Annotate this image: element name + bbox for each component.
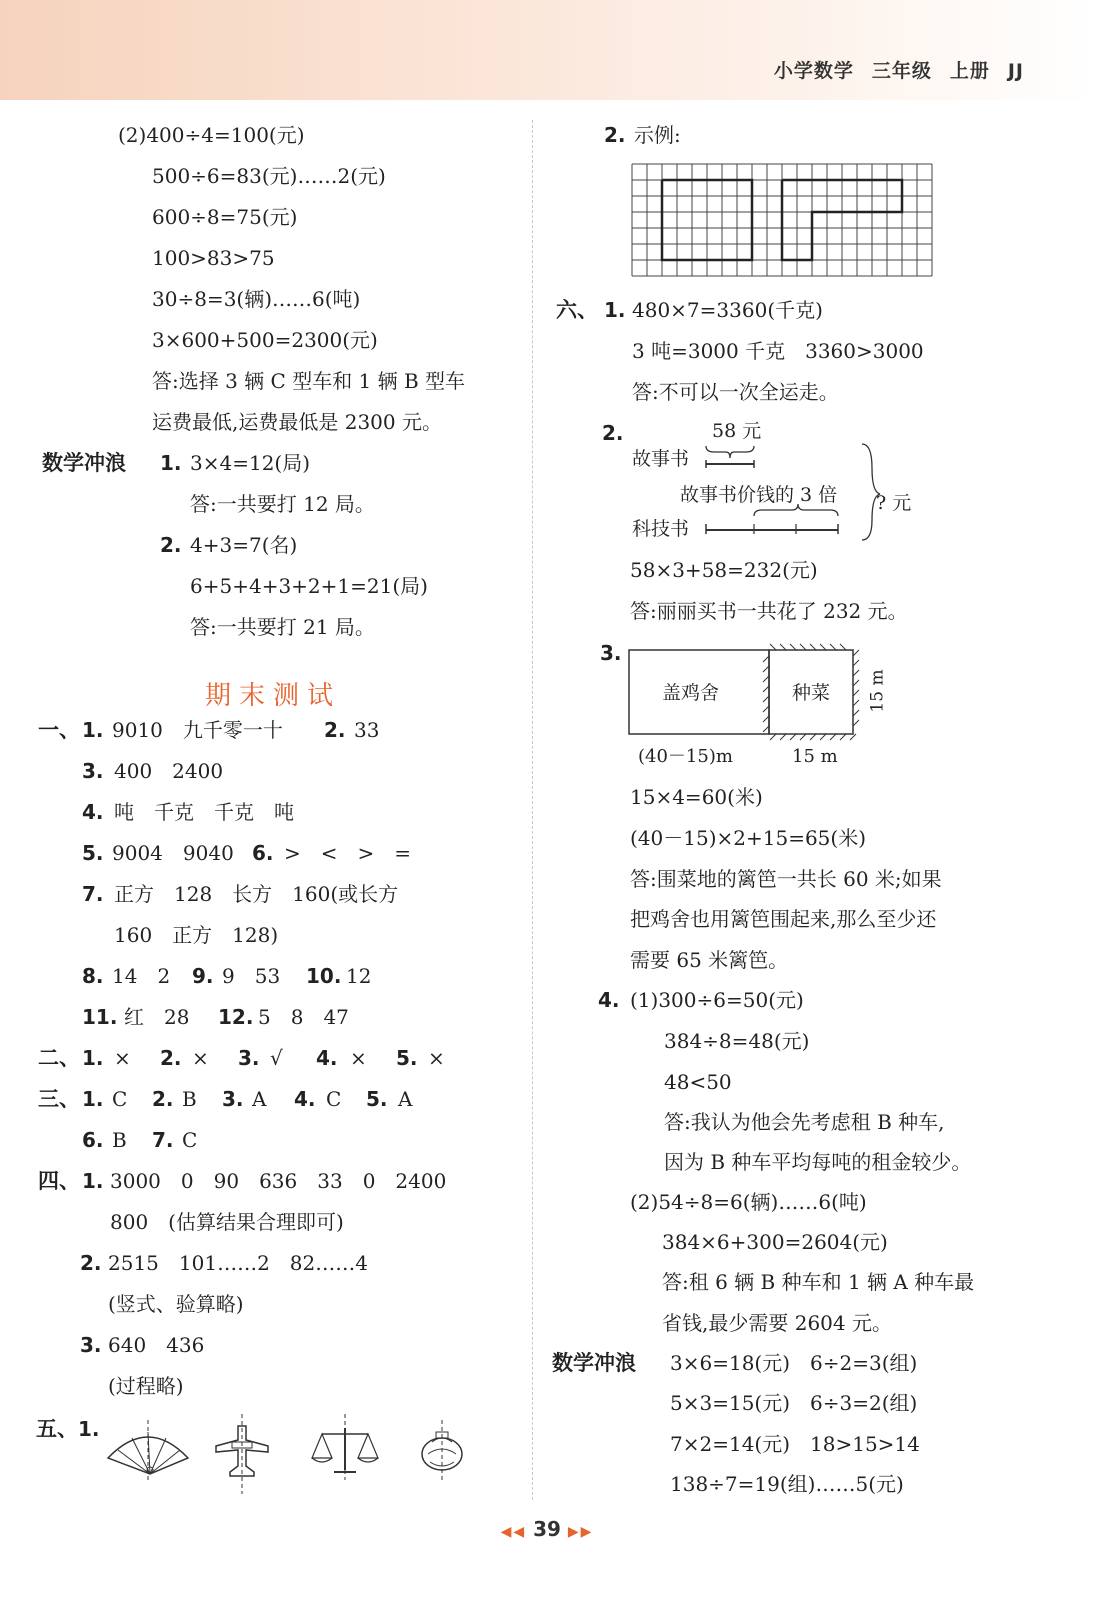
prev-arrows-icon: ◀◀ [500,1524,527,1540]
answer-mark: × [192,1046,209,1070]
header-edition: JJ [1007,60,1024,82]
answer-mark: A [252,1087,267,1111]
header-subject: 小学数学 [773,60,854,82]
answer-line: (1)300÷6=50(元) [630,988,804,1012]
answer-line: 正方 128 长方 160(或长方 [114,882,399,906]
item-number: 1. [78,1417,100,1441]
answer-line: 600÷8=75(元) [152,205,298,229]
answer-line: 800 (估算结果合理即可) [110,1210,344,1234]
item-number: 4. [598,988,620,1012]
diagram-story-label: 故事书 [632,448,690,470]
answer-line: 12 [346,964,372,988]
answer-line: 省钱,最少需要 2604 元。 [662,1311,892,1335]
answer-line: 48<50 [664,1070,732,1094]
line-segment-diagram [700,440,880,544]
side-length-label: 15 m [867,669,888,713]
answer-line: (40－15)×2+15=65(米) [630,826,867,850]
item-number: 1. [82,1046,104,1070]
answer-line: 答:围菜地的篱笆一共长 60 米;如果 [630,867,942,891]
item-number: 11. [82,1005,118,1029]
item-number: 1. [82,1087,104,1111]
section-label: 六、 [556,298,598,322]
answer-mark: × [428,1046,445,1070]
answer-line: 把鸡舍也用篱笆围起来,那么至少还 [630,907,937,931]
answer-mark: C [326,1087,342,1111]
item-number: 2. [160,533,182,557]
answer-line: 640 436 [108,1333,205,1357]
page-header-band [0,0,1094,100]
item-number: 2. [152,1087,174,1111]
answer-line: 500÷6=83(元)……2(元) [152,164,386,188]
answer-line: 3 吨=3000 千克 3360>3000 [632,339,924,363]
header-title [756,56,1024,83]
answer-line: (2)400÷4=100(元) [118,123,305,147]
answer-line: 58×3+58=232(元) [630,558,818,582]
answer-line: 需要 65 米篱笆。 [630,948,789,972]
item-number: 2. [602,421,624,445]
answer-line: 5 8 47 [258,1005,349,1029]
answer-line: 400 2400 [114,759,224,783]
item-number: 6. [252,841,274,865]
answer-line: 3×4=12(局) [190,451,311,475]
answer-line: (竖式、验算略) [108,1292,244,1316]
answer-line: 9004 9040 [112,841,234,865]
answer-line: > < > = [284,841,412,865]
answer-line: 480×7=3360(千克) [632,298,823,322]
answer-line: 答:丽丽买书一共花了 232 元。 [630,599,908,623]
chonglang-label: 数学冲浪 [42,451,126,475]
answer-line: 答:一共要打 21 局。 [190,615,375,639]
answer-line: 30÷8=3(辆)……6(吨) [152,287,361,311]
answer-line: 因为 B 种车平均每吨的租金较少。 [664,1150,972,1174]
diagram-price-label: 58 元 [712,420,762,442]
diagram-question-label: ? 元 [876,492,912,514]
diagram-times-label: 故事书价钱的 3 倍 [680,484,838,506]
page-number: 39 [533,1517,561,1541]
vegetable-label: 种菜 [792,682,831,704]
section-label: 四、 [38,1169,80,1193]
answer-line: 3000 0 90 636 33 0 2400 [110,1169,447,1193]
answer-line: 15×4=60(米) [630,785,763,809]
answer-line: 答:一共要打 12 局。 [190,492,375,516]
answer-line: 14 2 [112,964,171,988]
column-divider [532,120,533,1500]
item-number: 5. [82,841,104,865]
answer-line: 运费最低,运费最低是 2300 元。 [152,410,442,434]
balance-scale-figure [310,1414,380,1480]
answer-mark: × [350,1046,367,1070]
item-number: 7. [82,882,104,906]
item-number: 4. [316,1046,338,1070]
answer-line: 4+3=7(名) [190,533,298,557]
page-footer [0,1517,1094,1541]
grid-pattern-figure [632,164,932,280]
answer-mark: √ [270,1046,283,1070]
item-number: 12. [218,1005,254,1029]
answer-line: 160 正方 128) [114,923,279,947]
item-number: 2. [160,1046,182,1070]
section-title: 期末测试 [205,681,342,711]
answer-mark: × [114,1046,131,1070]
header-grade: 三年级 [871,60,932,82]
answer-mark: A [398,1087,413,1111]
item-number: 1. [160,451,182,475]
item-number: 9. [192,964,214,988]
section-label: 二、 [38,1046,80,1070]
airplane-figure [212,1414,272,1494]
item-number: 3. [238,1046,260,1070]
item-number: 3. [82,759,104,783]
bottom-length-label: 15 m [792,746,838,767]
answer-line: 示例: [634,123,681,147]
answer-line: 7×2=14(元) 18>15>14 [670,1432,920,1456]
answer-line: 33 [354,718,380,742]
item-number: 6. [82,1128,104,1152]
answer-line: 9 53 [222,964,281,988]
item-number: 5. [366,1087,388,1111]
answer-line: 138÷7=19(组)……5(元) [670,1472,904,1496]
answer-line: 3×600+500=2300(元) [152,328,378,352]
answer-line: 384÷8=48(元) [664,1029,810,1053]
item-number: 4. [82,800,104,824]
answer-mark: C [182,1128,198,1152]
answer-line: (2)54÷8=6(辆)……6(吨) [630,1190,867,1214]
answer-line: 3×6=18(元) 6÷2=3(组) [670,1351,918,1375]
answer-line: 2515 101……2 82……4 [108,1251,368,1275]
item-number: 3. [222,1087,244,1111]
item-number: 1. [82,1169,104,1193]
bottom-length-label: (40－15)m [638,746,733,767]
item-number: 7. [152,1128,174,1152]
answer-mark: C [112,1087,128,1111]
chonglang-label: 数学冲浪 [552,1351,636,1375]
answer-line: 吨 千克 千克 吨 [114,800,294,824]
item-number: 5. [396,1046,418,1070]
answer-mark: B [112,1128,127,1152]
item-number: 4. [294,1087,316,1111]
answer-line: 5×3=15(元) 6÷3=2(组) [670,1391,918,1415]
answer-mark: B [182,1087,197,1111]
item-number: 2. [604,123,626,147]
answer-line: 答:选择 3 辆 C 型车和 1 辆 B 型车 [152,369,466,393]
item-number: 2. [324,718,346,742]
answer-line: 答:不可以一次全运走。 [632,380,839,404]
item-number: 10. [306,964,342,988]
section-label: 三、 [38,1087,80,1111]
answer-line: 100>83>75 [152,246,275,270]
answer-line: 6+5+4+3+2+1=21(局) [190,574,428,598]
section-label: 五、 [36,1417,78,1441]
header-volume: 上册 [949,60,990,82]
answer-line: 红 28 [124,1005,190,1029]
answer-line: 384×6+300=2604(元) [662,1230,888,1254]
fan-figure [104,1418,192,1482]
answer-line: (过程略) [108,1374,184,1398]
lantern-figure [418,1420,468,1480]
answer-line: 答:租 6 辆 B 种车和 1 辆 A 种车最 [662,1270,975,1294]
next-arrows-icon: ▶▶ [567,1524,594,1540]
answer-line: 9010 九千零一十 [112,718,283,742]
item-number: 8. [82,964,104,988]
coop-label: 盖鸡舍 [662,682,720,704]
diagram-science-label: 科技书 [632,518,690,540]
item-number: 1. [82,718,104,742]
item-number: 2. [80,1251,102,1275]
item-number: 3. [600,641,622,665]
section-label: 一、 [38,718,80,742]
item-number: 3. [80,1333,102,1357]
item-number: 1. [604,298,626,322]
answer-line: 答:我认为他会先考虑租 B 种车, [664,1110,945,1134]
